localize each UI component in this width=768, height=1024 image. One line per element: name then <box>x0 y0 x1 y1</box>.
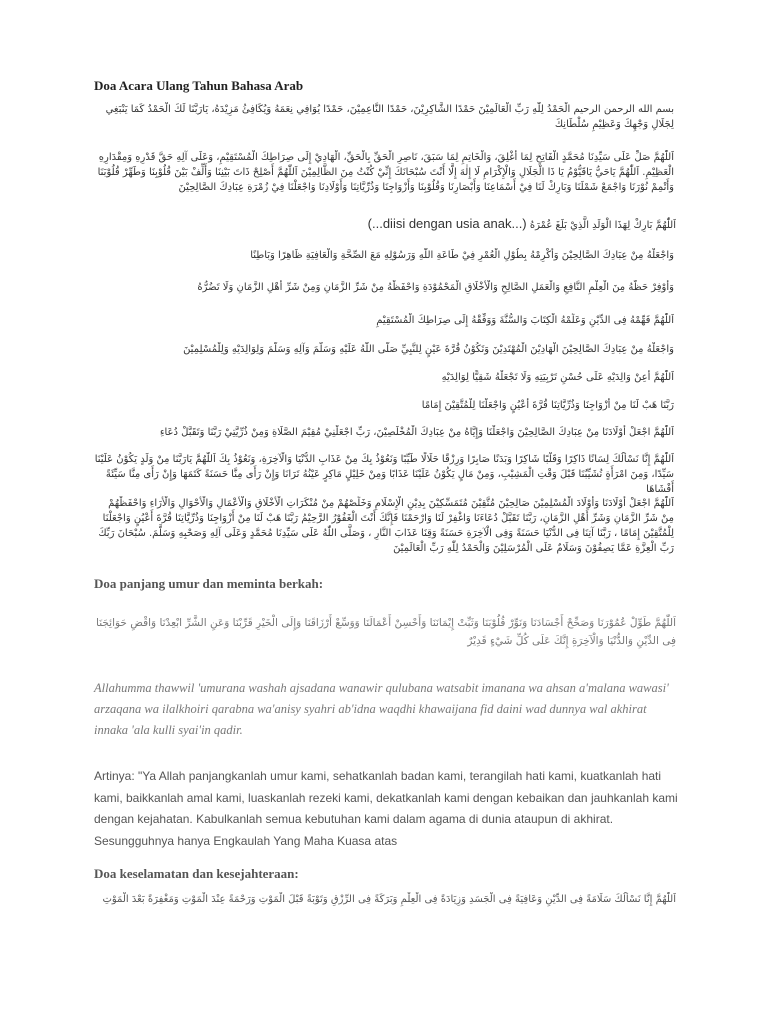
long-life-transliteration: Allahumma thawwil 'umurana washah ajsadana wanawir qulubana watsabit imanana wa ahsan a'malana wawasi' arzaqana wa ilalkhoiri qarabna wa'anisy syahri ab'idna waqdhi khawaijana fid daini wad dunnya wal akhirat innaka 'ala kulli syai'in qadir. <box>94 681 669 737</box>
arabic-line-3: اَللّٰهُمَّ فَهِّمْهُ فِى الدِّيْنِ وَعَلِّمْهُ الْكِتَابَ وَالسُّنَّةَ وَوَفِّقْهُ إِلَى صِرَاطِكَ الْمُسْتَقِيْمِ <box>376 315 674 326</box>
arabic-opening-paragraph: بسم الله الرحمن الرحيم الْحَمْدُ لِلّٰهِ رَبِّ الْعَالَمِيْنَ حَمْدًا الشَّاكِرِيْنَ، حَمْدًا النَّاعِمِيْنَ، حَمْدًا يُوَافِي نِعَمَهُ وَيُكَافِئُ مَزِيْدَهُ، يَارَبَّنَا لَكَ الْحَمْدُ كَمَا يَنْبَغِي لِجَلَالِ وَجْهِكَ وَعَظِيْمِ سُلْطَانِكَ <box>105 104 674 130</box>
arabic-line-2: وَأَوْفِرْ حَظَّهُ مِنَ الْعِلْمِ النَّافِعِ وَالْعَمَلِ الصَّالِحِ وَالْأَخْلَاقِ الْمَحْمُوْدَةِ وَاحْفَظْهُ مِنْ شَرِّ الزَّمَانِ وَمِنْ شَرِّ أَهْلِ الزَّمَانِ وَلَا تَضُرُّهُ <box>197 282 674 293</box>
arabic-line-1: وَاجْعَلْهُ مِنْ عِبَادِكَ الصَّالِحِيْنَ وَأَكْرِمْهُ بِطُوْلِ الْعُمْرِ فِيْ طَاعَةِ اللّٰهِ وَرَسُوْلِهِ مَعَ الصِّحَّةِ وَالْعَافِيَةِ ظَاهِرًا وَبَاطِنًا <box>250 250 674 261</box>
long-life-prayer-arabic: اَللّٰهُمَّ طَوِّلْ عُمُوْرَنَا وَصَحِّحْ أَجْسَادَنَا وَنَوِّرْ قُلُوْبَنَا وَثَبِّتْ إِيْمَانَنَا وَأَحْسِنْ أَعْمَالَنَا وَوَسِّعْ أَرْزَاقَنَا وَإِلَى الْخَيْرِ قَرِّبْنَا وَعَنِ الشَّرِّ ابْعِدْنَا وَاقْضِ حَوَائِجَنَا فِى الدِّيْنِ وَالدُّنْيَا وَالْآخِرَةِ إِنَّكَ عَلَى كُلِّ شَيْءٍ قَدِيْرٌ <box>96 617 676 647</box>
arabic-line-6: رَبَّنَا هَبْ لَنَا مِنْ أَزْوَاجِنَا وَذُرِّيَّاتِنَا قُرَّةَ أَعْيُنٍ وَاجْعَلْنَا لِلْمُتَّقِيْنَ إِمَامًا <box>421 400 674 411</box>
arabic-paragraph-2: اَللّٰهُمَّ اجْعَلْ أَوْلَادَنَا وَأَوْلَادَ الْمُسْلِمِيْنَ صَالِحِيْنَ مُتَّقِيْنَ مُتَمَسِّكِيْنَ بِدِيْنِ الْإِسْلَامِ وَخَلِّصْهُمْ مِنْ مُنْكَرَاتِ الْأَخْلَاقِ وَالْأَعْمَالِ وَالْأَحْوَالِ وَالْأَرَاءِ وَاحْفَظْهُمْ مِنْ شَرِّ الزَّمَانِ وَشَرِّ أَهْلِ الزَّمَانِ، رَبَّنَا تَقَبَّلْ دُعَاءَنَا وَاغْفِرْ لَنَا وَارْحَمْنَا فَإِنَّكَ أَنْتَ الْغَفُوْرُ الرَّحِيْمُ رَبَّنَا هَبْ لَنَا مِنْ أَزْوَاجِنَا وَذُرِّيَّاتِنَا قُرَّةَ أَعْيُنٍ وَاجْعَلْنَا لِلْمُتَّقِيْنَ إِمَامًا ، رَبَّنَا آتِنَا فِى الدُّنْيَا حَسَنَةً وَفِى الْآخِرَةِ حَسَنَةً وَقِنَا عَذَابَ النَّارِ ، وَصَلَّى اللّٰهُ عَلَى سَيِّدِنَا مُحَمَّدٍ وَعَلَى آلِهِ وَصَحْبِهِ وَسَلَّمَ. سُبْحَانَ رَبِّكَ رَبِّ الْعِزَّةِ عَمَّا يَصِفُوْنَ وَسَلَامٌ عَلَى الْمُرْسَلِيْنَ وَالْحَمْدُ لِلّٰهِ رَبِّ الْعَالَمِيْنَ <box>98 498 674 554</box>
arabic-line-4: وَاجْعَلْهُ مِنْ عِبَادِكَ الصَّالِحِيْنَ الْهَادِيْنَ الْمُهْتَدِيْنَ وَتَكُوْنُ قُرَّةَ عَيْنٍ لِلنَّبِيِّ صَلَّى اللّٰهُ عَلَيْهِ وَسَلَّمَ وَآلِهِ وَسَلَّمَ وَلِوَالِدَيْهِ وَلِلْمُسْلِمِيْنَ <box>183 344 674 355</box>
section-heading-safety: Doa keselamatan dan kesejahteraan: <box>94 866 299 881</box>
age-placeholder-note: (...diisi dengan usia anak...) <box>367 216 527 231</box>
birthday-prayer-arabic: اَللّٰهُمَّ بَارِكْ لِهَذَا الْوَلَدِ الَّذِيْ بَلَغَ عُمْرَهُ <box>529 220 676 231</box>
translation-text: "Ya Allah panjangkanlah umur kami, sehatkanlah badan kami, terangilah hati kami, kuatkanlah hati kami, baikkanlah amal kami, luaskanlah rezeki kami, dekatkanlah kami dengan kebaikan dan jauhkanlah kami dengan kejahatan. Kabulkanlah semua kebutuhan kami dalam agama di dunia ataupun di akhirat. Sesungguhnya hanya Engkaulah Yang Maha Kuasa atas <box>94 769 678 848</box>
long-life-translation <box>94 766 680 852</box>
arabic-salawat-paragraph: اَللّٰهُمَّ صَلِّ عَلَى سَيِّدِنَا مُحَمَّدٍ الْفَاتِحِ لِمَا أُغْلِقَ، وَالْخَاتِمِ لِمَا سَبَقَ، نَاصِرِ الْحَقِّ بِالْحَقِّ، الْهَادِيْ إِلَى صِرَاطِكَ الْمُسْتَقِيْمِ، وَعَلَى آلِهِ حَقَّ قَدْرِهِ وَمِقْدَارِهِ الْعَظِيْمِ. اَللّٰهُمَّ يَاحَيُّ يَاقَيُّوْمُ يَا ذَا الْجَلَالِ وَالْإِكْرَامِ لَا إِلٰهَ إِلَّا أَنْتَ سُبْحَانَكَ إِنِّيْ كُنْتُ مِنَ الظَّالِمِيْنَ اَللّٰهُمَّ أَصْلِحْ ذَاتَ بَيْنِنَا وَأَلِّفْ بَيْنَ قُلُوْبِنَا وَطَهِّرْ قُلُوْبَنَا وَأَتْمِمْ نُوْرَنَا وَاجْمَعْ شَمْلَنَا وَبَارِكْ لَنَا فِيْ أَسْمَاعِنَا وَأَبْصَارِنَا وَقُلُوْبِنَا وَأَزْوَاجِنَا وَذُرِّيَّاتِنَا وَأَوْلَادِنَا وَاجْعَلْنَا فِيْ زُمْرَةِ عِبَادِكَ الصَّالِحِيْنَ <box>97 152 674 193</box>
arabic-line-7: اَللّٰهُمَّ اجْعَلْ أَوْلَادَنَا مِنْ عِبَادِكَ الصَّالِحِيْنَ وَاجْعَلْنَا وَإِيَّاهُ مِنْ عِبَادِكَ الْمُخْلَصِيْنَ، رَبِّ اجْعَلْنِيْ مُقِيْمَ الصَّلَاةِ وَمِنْ ذُرِّيَّتِيْ رَبَّنَا وَتَقَبَّلْ دُعَاءِ <box>159 427 674 438</box>
document-title: Doa Acara Ulang Tahun Bahasa Arab <box>94 78 304 93</box>
birthday-prayer-line <box>94 216 676 234</box>
safety-prayer-arabic: اَللّٰهُمَّ إِنَّا نَسْأَلُكَ سَلَامَةً فِى الدِّيْنِ وَعَافِيَةً فِى الْجَسَدِ وَزِيَادَةً فِى الْعِلْمِ وَبَرَكَةً فِى الرِّزْقِ وَتَوْبَةً قَبْلَ الْمَوْتِ وَرَحْمَةً عِنْدَ الْمَوْتِ وَمَغْفِرَةً بَعْدَ الْمَوْتِ <box>102 894 676 905</box>
arabic-line-5: اَللّٰهُمَّ أَعِنْ وَالِدَيْهِ عَلَى حُسْنِ تَرْبِيَتِهِ وَلَا تَجْعَلْهُ شَقِيًّا لِوَالِدَيْهِ <box>441 372 674 383</box>
translation-label: Artinya: <box>94 769 139 783</box>
arabic-paragraph-1: اَللّٰهُمَّ إِنَّا نَسْأَلُكَ لِسَانًا ذَاكِرًا وَقَلْبًا شَاكِرًا وَبَدَنًا صَابِرًا وَرِزْقًا حَلَالًا طَيِّبًا وَنَعُوْذُ بِكَ مِنْ عَذَابِ الدُّنْيَا وَالْآخِرَةِ، وَنَعُوْذُ بِكَ اَللّٰهُمَّ يَارَبَّنَا مِنْ وَلَدٍ يَكُوْنُ عَلَيْنَا سَيِّدًا، وَمِنَ امْرَأَةٍ تُشَيِّبُنَا قَبْلَ وَقْتِ الْمَشِيْبِ، وَمِنْ مَالٍ يَكُوْنُ عَلَيْنَا عَذَابًا وَمِنْ خَلِيْلٍ مَاكِرٍ عَيْنُهُ تَرَانَا وَإِنْ رَأَى مِنَّا حَسَنَةً كَتَمَهَا وَإِنْ رَأَى مِنَّا سَيِّئَةً أَفْشَاهَا <box>94 454 674 495</box>
section-heading-long-life: Doa panjang umur dan meminta berkah: <box>94 576 324 591</box>
